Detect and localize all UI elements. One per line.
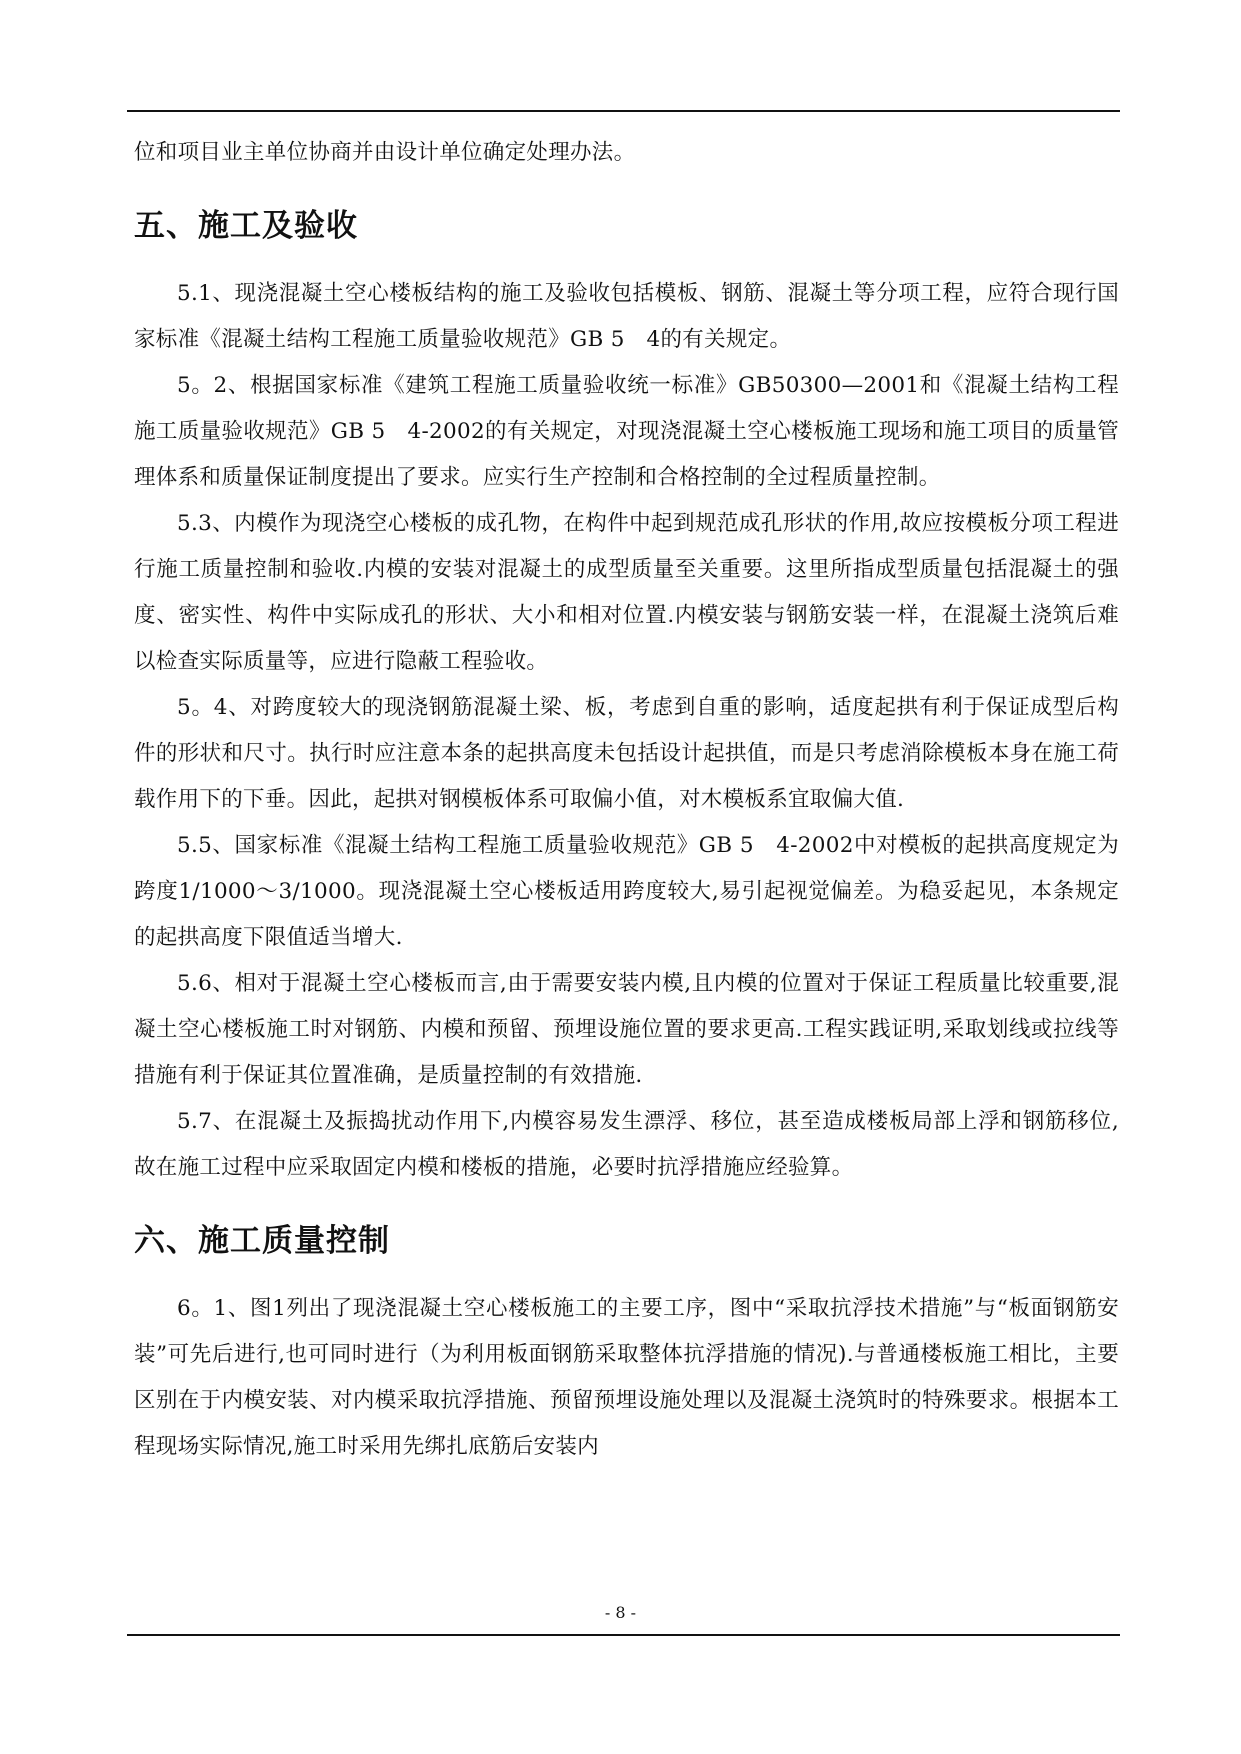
intro-line: 位和项目业主单位协商并由设计单位确定处理办法。 [134,140,636,165]
paragraph-5-6: 5.6、相对于混凝土空心楼板而言,由于需要安装内模,且内模的位置对于保证工程质量比较重要,混凝土空心楼板施工时对钢筋、内模和预留、预埋设施位置的要求更高.工程实践证明,采取划线或拉线等措施有利于保证其位置准确，是质量控制的有效措施. [134,971,1119,1088]
paragraph-5-2: 5。2、根据国家标准《建筑工程施工质量验收统一标准》GB50300—2001和《混凝土结构工程施工质量验收规范》GB 5 4-2002的有关规定，对现浇混凝土空心楼板施工现场和施工项目的质量管理体系和质量保证制度提出了要求。应实行生产控制和合格控制的全过程质量控制。 [134,373,1119,490]
paragraph-5-4: 5。4、对跨度较大的现浇钢筋混凝土梁、板，考虑到自重的影响，适度起拱有利于保证成型后构件的形状和尺寸。执行时应注意本条的起拱高度未包括设计起拱值，而是只考虑消除模板本身在施工荷载作用下的下垂。因此，起拱对钢模板体系可取偏小值，对木模板系宜取偏大值. [134,695,1119,812]
paragraph-6-1: 6。1、图1列出了现浇混凝土空心楼板施工的主要工序，图中“采取抗浮技术措施”与“板面钢筋安装”可先后进行,也可同时进行（为利用板面钢筋采取整体抗浮措施的情况).与普通楼板施工相比，主要区别在于内模安装、对内模采取抗浮措施、预留预埋设施处理以及混凝土浇筑时的特殊要求。根据本工程现场实际情况,施工时采用先绑扎底筋后安装内 [134,1296,1119,1459]
section-5-heading: 五、施工及验收 [134,208,358,244]
paragraph-5-3: 5.3、内模作为现浇空心楼板的成孔物，在构件中起到规范成孔形状的作用,故应按模板分项工程进行施工质量控制和验收.内模的安装对混凝土的成型质量至关重要。这里所指成型质量包括混凝土的强度、密实性、构件中实际成孔的形状、大小和相对位置.内模安装与钢筋安装一样，在混凝土浇筑后难以检查实际质量等，应进行隐蔽工程验收。 [134,511,1119,674]
header-rule [127,110,1120,112]
paragraph-5-1: 5.1、现浇混凝土空心楼板结构的施工及验收包括模板、钢筋、混凝土等分项工程，应符合现行国家标准《混凝土结构工程施工质量验收规范》GB 5 4的有关规定。 [134,281,1119,352]
document-body [134,130,1119,1470]
page-number: - 8 - [604,1603,637,1622]
paragraph-5-5: 5.5、国家标准《混凝土结构工程施工质量验收规范》GB 5 4-2002中对模板的起拱高度规定为跨度1/1000～3/1000。现浇混凝土空心楼板适用跨度较大,易引起视觉偏差。为稳妥起见，本条规定的起拱高度下限值适当增大. [134,833,1119,950]
footer-rule [127,1634,1120,1636]
section-6-heading: 六、施工质量控制 [134,1223,390,1259]
paragraph-5-7: 5.7、在混凝土及振捣扰动作用下,内模容易发生漂浮、移位，甚至造成楼板局部上浮和钢筋移位,故在施工过程中应采取固定内模和楼板的措施，必要时抗浮措施应经验算。 [134,1109,1119,1180]
